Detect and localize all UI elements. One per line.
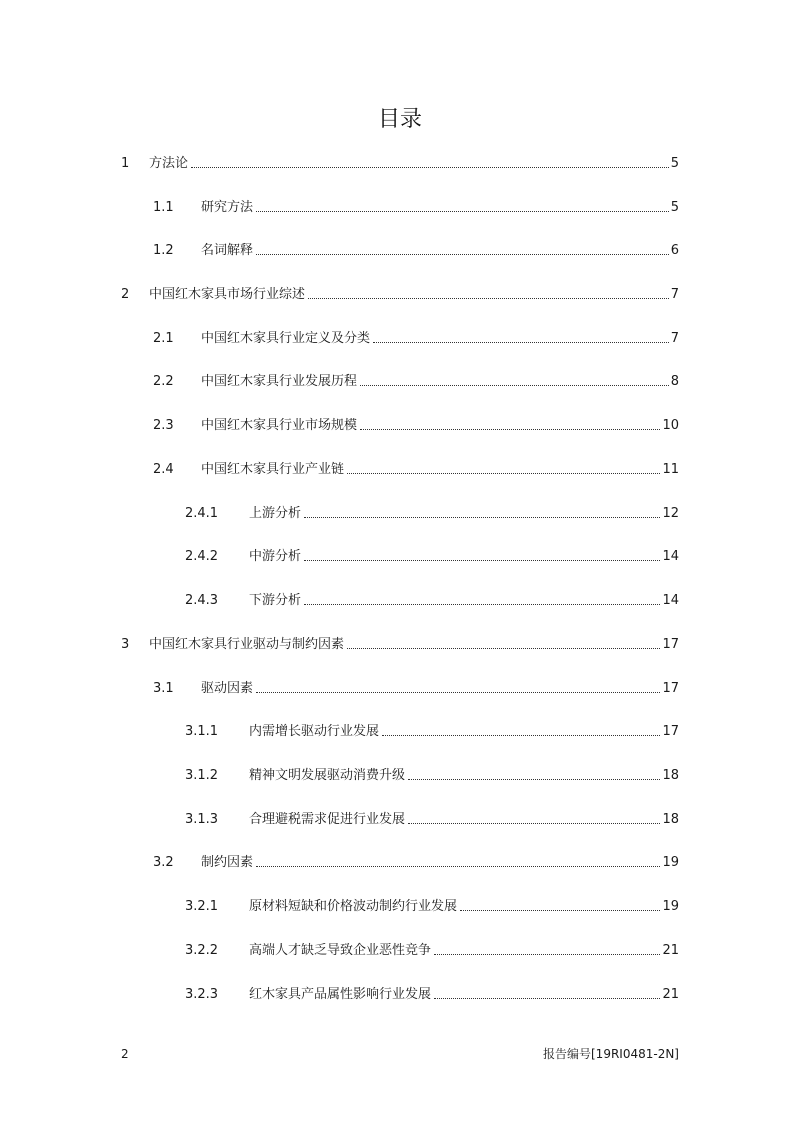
- toc-entry-3[interactable]: [121, 635, 679, 655]
- toc-label: 方法论: [149, 156, 189, 171]
- toc-number: 2.4.1: [185, 506, 219, 521]
- toc-number: 3.2.2: [185, 943, 219, 958]
- toc-label: 中国红木家具行业市场规模: [201, 418, 358, 433]
- toc-page-number: 17: [662, 637, 679, 652]
- toc-leader-dots: [256, 211, 669, 212]
- toc-entry-3-1-2[interactable]: [185, 766, 679, 786]
- toc-leader-dots: [360, 429, 660, 430]
- toc-number: 3.2: [153, 855, 174, 870]
- toc-label: 高端人才缺乏导致企业恶性竞争: [249, 943, 432, 958]
- toc-entry-2-4-1[interactable]: [185, 504, 679, 524]
- toc-number: 3.1.3: [185, 812, 219, 827]
- toc-number: 2.3: [153, 418, 174, 433]
- toc-label: 下游分析: [249, 593, 302, 608]
- toc-page-number: 21: [662, 987, 679, 1002]
- toc-entry-1[interactable]: [121, 154, 679, 174]
- toc-label: 制约因素: [201, 855, 254, 870]
- toc-number: 2.4: [153, 462, 174, 477]
- toc-page-number: 6: [670, 243, 679, 258]
- toc-leader-dots: [347, 473, 660, 474]
- toc-leader-dots: [304, 560, 660, 561]
- toc-leader-dots: [304, 517, 660, 518]
- toc-leader-dots: [308, 298, 669, 299]
- toc-entry-2-4-3[interactable]: [185, 591, 679, 611]
- toc-leader-dots: [256, 692, 660, 693]
- toc-entry-2-4-2[interactable]: [185, 547, 679, 567]
- toc-number: 1: [121, 156, 130, 171]
- toc-page-number: 12: [662, 506, 679, 521]
- toc-page-number: 19: [662, 899, 679, 914]
- toc-page-number: 8: [670, 374, 679, 389]
- toc-entry-2-1[interactable]: [153, 329, 679, 349]
- toc-page-number: 14: [662, 549, 679, 564]
- toc-entry-3-2-3[interactable]: [185, 985, 679, 1005]
- toc-page-number: 19: [662, 855, 679, 870]
- toc-leader-dots: [191, 167, 669, 168]
- toc-number: 2.1: [153, 331, 174, 346]
- toc-label: 上游分析: [249, 506, 302, 521]
- toc-label: 红木家具产品属性影响行业发展: [249, 987, 432, 1002]
- toc-number: 2.2: [153, 374, 174, 389]
- toc-label: 名词解释: [201, 243, 254, 258]
- toc-entry-1-1[interactable]: [153, 198, 679, 218]
- toc-leader-dots: [434, 998, 660, 999]
- toc-leader-dots: [304, 604, 660, 605]
- toc-leader-dots: [408, 779, 660, 780]
- toc-leader-dots: [434, 954, 660, 955]
- toc-leader-dots: [373, 342, 669, 343]
- toc-label: 中国红木家具市场行业综述: [149, 287, 306, 302]
- toc-leader-dots: [256, 254, 669, 255]
- toc-page-number: 7: [670, 287, 679, 302]
- toc-label: 中国红木家具行业定义及分类: [201, 331, 371, 346]
- toc-entry-1-2[interactable]: [153, 241, 679, 261]
- toc-entry-2-4[interactable]: [153, 460, 679, 480]
- toc-number: 1.1: [153, 200, 174, 215]
- toc-entry-3-2-2[interactable]: [185, 941, 679, 961]
- toc-entry-3-2[interactable]: [153, 853, 679, 873]
- footer-page-number: 2: [121, 1047, 129, 1061]
- toc-entry-3-1-3[interactable]: [185, 810, 679, 830]
- toc-number: 2: [121, 287, 130, 302]
- toc-page-number: 5: [670, 156, 679, 171]
- toc-number: 3.2.1: [185, 899, 219, 914]
- toc-entry-2-3[interactable]: [153, 416, 679, 436]
- toc-number: 2.4.2: [185, 549, 219, 564]
- toc-leader-dots: [256, 866, 660, 867]
- toc-number: 3.1.2: [185, 768, 219, 783]
- page-title: 目录: [377, 107, 422, 132]
- toc-number: 3.1.1: [185, 724, 219, 739]
- toc-page-number: 17: [662, 681, 679, 696]
- toc-number: 3: [121, 637, 130, 652]
- toc-number: 3.1: [153, 681, 174, 696]
- toc-label: 中国红木家具行业发展历程: [201, 374, 358, 389]
- toc-label: 合理避税需求促进行业发展: [249, 812, 406, 827]
- toc-page-number: 5: [670, 200, 679, 215]
- toc-number: 3.2.3: [185, 987, 219, 1002]
- toc-page-number: 14: [662, 593, 679, 608]
- toc-label: 内需增长驱动行业发展: [249, 724, 380, 739]
- toc-page-number: 7: [670, 331, 679, 346]
- toc-number: 2.4.3: [185, 593, 219, 608]
- toc-leader-dots: [408, 823, 660, 824]
- toc-label: 中国红木家具行业驱动与制约因素: [149, 637, 345, 652]
- toc-entry-3-2-1[interactable]: [185, 897, 679, 917]
- toc-number: 1.2: [153, 243, 174, 258]
- toc-page-number: 21: [662, 943, 679, 958]
- toc-entry-3-1-1[interactable]: [185, 722, 679, 742]
- footer-report-number: 报告编号[19RI0481-2N]: [543, 1047, 679, 1061]
- toc-leader-dots: [460, 910, 660, 911]
- toc-label: 驱动因素: [201, 681, 254, 696]
- toc-leader-dots: [347, 648, 660, 649]
- toc-page-number: 11: [662, 462, 679, 477]
- toc-leader-dots: [360, 385, 669, 386]
- toc-entry-3-1[interactable]: [153, 679, 679, 699]
- toc-page-number: 17: [662, 724, 679, 739]
- toc-label: 研究方法: [201, 200, 254, 215]
- toc-label: 原材料短缺和价格波动制约行业发展: [249, 899, 458, 914]
- toc-label: 中游分析: [249, 549, 302, 564]
- toc-page-number: 18: [662, 768, 679, 783]
- toc-entry-2-2[interactable]: [153, 372, 679, 392]
- toc-page-number: 18: [662, 812, 679, 827]
- toc-page-number: 10: [662, 418, 679, 433]
- toc-entry-2[interactable]: [121, 285, 679, 305]
- toc-leader-dots: [382, 735, 660, 736]
- toc-label: 精神文明发展驱动消费升级: [249, 768, 406, 783]
- toc-label: 中国红木家具行业产业链: [201, 462, 345, 477]
